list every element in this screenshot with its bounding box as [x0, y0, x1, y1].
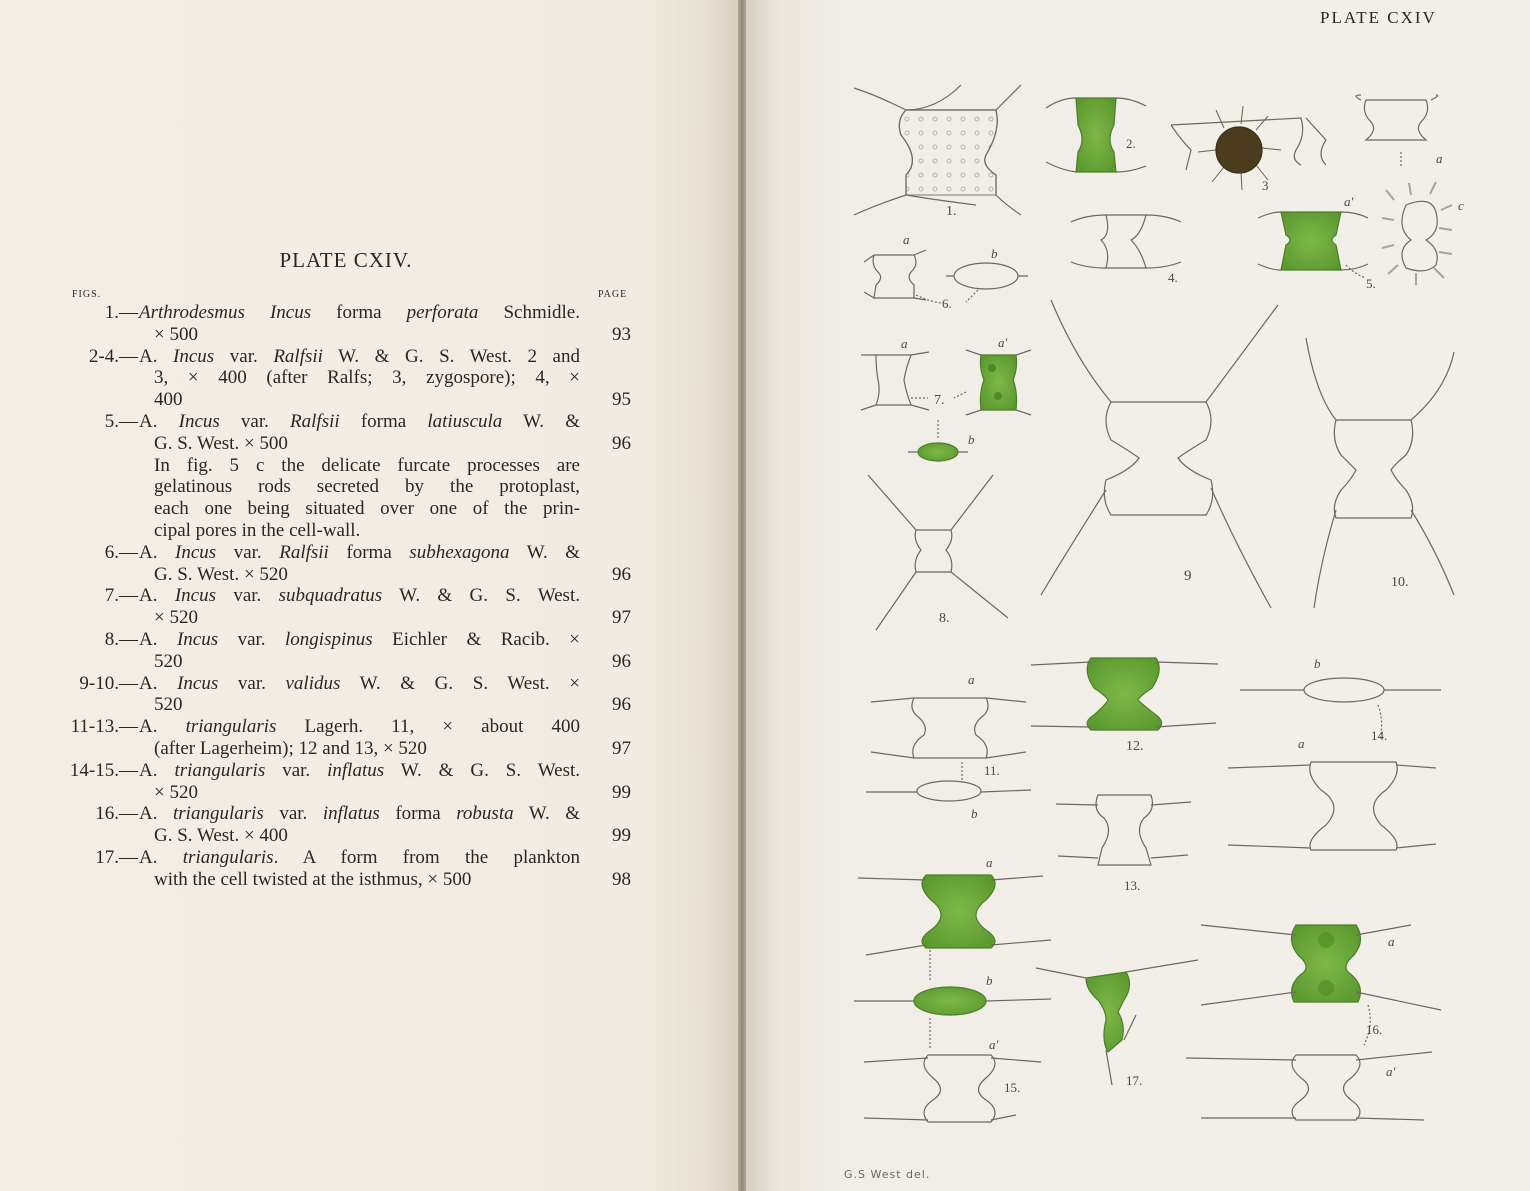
legend-text: × 520: [154, 607, 198, 629]
legend-line: [0, 411, 680, 433]
legend-line: [0, 716, 680, 738]
fig-15a-label: a: [986, 855, 993, 870]
fig-7-label: 7.: [934, 393, 945, 408]
legend-line: [0, 389, 680, 411]
figure-3: [1171, 106, 1326, 193]
legend-line: [0, 607, 680, 629]
fig-5a-label: a: [1436, 151, 1443, 166]
fig-9-label: 9: [1184, 568, 1192, 584]
fig-5a2-label: a': [1344, 194, 1354, 209]
fig-11-label: 11.: [984, 763, 1000, 778]
legend-line: [0, 847, 680, 869]
legend-line: [0, 455, 680, 477]
legend-figure-number: 8.—: [104, 629, 138, 650]
legend-line: [0, 476, 680, 498]
fig-14-label: 14.: [1371, 728, 1388, 743]
legend-text: 400: [154, 389, 183, 411]
legend-line: [0, 324, 680, 346]
fig-4-label: 4.: [1168, 270, 1178, 285]
legend-figure-number: 11-13.—: [70, 716, 138, 738]
legend-figure-number: 5.—: [104, 411, 138, 432]
legend-page-number: 96: [612, 563, 631, 585]
figure-12: [1031, 658, 1218, 754]
figure-7: [861, 335, 1031, 461]
illustrator-signature: G.S West del.: [844, 1168, 931, 1181]
legend-line: [0, 651, 680, 673]
fig-15-label: 15.: [1004, 1080, 1021, 1095]
figs-column-label: FIGS.: [72, 289, 102, 300]
fig-5c-label: c: [1458, 198, 1464, 213]
fig-16a2-label: a': [1386, 1064, 1396, 1079]
fig-11b-label: b: [971, 806, 978, 821]
legend-text: A. Incus var. Ralfsii forma latiuscula W. &: [139, 411, 580, 432]
legend-figure-number: 6.—: [104, 541, 138, 563]
fig-16a-label: a: [1388, 934, 1395, 949]
legend-line: [0, 629, 680, 651]
legend-text: G. S. West. × 520: [154, 563, 288, 585]
legend-text: with the cell twisted at the isthmus, × 500: [154, 868, 472, 890]
fig-15b-label: b: [986, 973, 993, 988]
plate-illustration: [746, 0, 1530, 1191]
legend-figure-number: 14-15.—: [69, 759, 138, 781]
fig-3-label: 3: [1262, 178, 1269, 193]
figure-11: [866, 672, 1031, 821]
page-column-label: PAGE: [598, 289, 628, 300]
fig-10-label: 10.: [1391, 575, 1409, 590]
figure-8: [868, 475, 1008, 630]
legend-page-number: 96: [612, 650, 631, 672]
fig-8-label: 8.: [939, 611, 950, 626]
legend-line: [0, 585, 680, 607]
fig-6a-label: a: [903, 232, 910, 247]
legend-text: 520: [154, 650, 183, 672]
right-page: [746, 0, 1530, 1191]
fig-12-label: 12.: [1126, 739, 1144, 754]
legend-page-number: 97: [612, 738, 631, 759]
legend-figure-number: 2-4.—: [88, 345, 138, 367]
legend-line: [0, 346, 680, 368]
legend-line: [0, 803, 680, 825]
legend-page-number: 93: [612, 323, 631, 345]
legend-figure-number: 1.—: [104, 302, 138, 323]
legend-line: [0, 542, 680, 564]
fig-5-label: 5.: [1366, 276, 1376, 291]
figure-13: [1056, 795, 1191, 893]
fig-14b-label: b: [1314, 656, 1321, 671]
legend-text: In fig. 5 c the delicate furcate processes are: [154, 454, 580, 476]
legend-text: cipal pores in the cell-wall.: [154, 520, 361, 541]
legend-line: [0, 694, 680, 716]
plate-title: PLATE CXIV: [1320, 8, 1437, 27]
legend-page-number: 96: [612, 432, 631, 454]
legend-line: [0, 782, 680, 804]
legend-text: G. S. West. × 400: [154, 825, 288, 847]
legend-text: A. triangularis var. inflatus W. & G. S. West.: [139, 759, 580, 781]
legend-page-number: 99: [612, 825, 631, 847]
legend-text: A. Incus var. Ralfsii forma subhexagona W. &: [139, 541, 581, 563]
legend-text: Arthrodesmus Incus forma perforata Schmidle.: [139, 302, 580, 323]
fig-7a-label: a: [901, 336, 908, 351]
legend-text: A. Incus var. validus W. & G. S. West. ×: [139, 672, 580, 694]
legend-line: [0, 760, 680, 782]
figure-17: [1036, 960, 1198, 1088]
legend-figure-number: 16.—: [95, 803, 138, 825]
legend-line: [0, 825, 680, 847]
legend-page-number: 99: [612, 781, 631, 803]
legend-text: 3, × 400 (after Ralfs; 3, zygospore); 4, ×: [154, 367, 580, 389]
legend-page-number: 98: [612, 868, 631, 890]
legend-line: [0, 869, 680, 891]
fig-17-label: 17.: [1126, 1073, 1143, 1088]
legend-text: A. triangularis var. inflatus forma robusta W. &: [139, 803, 581, 825]
legend-line: [0, 564, 680, 586]
fig-6-label: 6.: [942, 296, 952, 311]
fig-7b-label: b: [968, 432, 975, 447]
book-gutter: [738, 0, 746, 1191]
fig-2-label: 2.: [1126, 136, 1136, 151]
legend-text: A. Incus var. Ralfsii W. & G. S. West. 2 and: [139, 345, 580, 367]
left-page: [0, 0, 738, 1191]
legend-text: × 520: [154, 781, 198, 803]
fig-13-label: 13.: [1124, 878, 1141, 893]
fig-14a-label: a: [1298, 736, 1305, 751]
figure-2: [1046, 98, 1146, 172]
legend-text: A. triangularis Lagerh. 11, × about 400: [139, 716, 580, 738]
legend-line: [0, 673, 680, 695]
figure-15: [854, 855, 1051, 1122]
plate-heading: PLATE CXIV.: [279, 248, 413, 272]
fig-1-label: 1.: [946, 204, 957, 219]
legend-text: × 500: [154, 323, 198, 345]
fig-6b-label: b: [991, 246, 998, 261]
legend-page-number: 97: [612, 607, 631, 629]
figure-1: [854, 85, 1021, 219]
legend-figure-number: 7.—: [104, 585, 138, 607]
legend-line: [0, 367, 680, 389]
legend-figure-number: 17.—: [95, 847, 138, 868]
legend-line: [0, 302, 680, 324]
legend-line: [0, 520, 680, 542]
figure-9: [1041, 300, 1278, 608]
legend-text: G. S. West. × 500: [154, 432, 288, 454]
legend-line: [0, 433, 680, 455]
legend-figure-number: 9-10.—: [79, 672, 138, 694]
legend-line: [0, 738, 680, 760]
figure-6: [864, 232, 1028, 311]
legend-line: [0, 498, 680, 520]
legend-text: (after Lagerheim); 12 and 13, × 520: [154, 738, 427, 759]
legend-text: A. Incus var. subquadratus W. & G. S. West.: [139, 585, 580, 607]
legend-page-number: 95: [612, 389, 631, 411]
fig-15a2-label: a': [989, 1037, 999, 1052]
legend-text: A. triangularis. A form from the plankton: [139, 847, 580, 868]
figure-14: [1228, 656, 1441, 850]
fig-7a2-label: a': [998, 335, 1008, 350]
legend-text: gelatinous rods secreted by the protoplast,: [154, 476, 580, 498]
figure-4: [1071, 215, 1181, 285]
figure-10: [1306, 338, 1454, 608]
fig-11a-label: a: [968, 672, 975, 687]
legend-page-number: 96: [612, 694, 631, 716]
fig-16-label: 16.: [1366, 1022, 1383, 1037]
legend-text: A. Incus var. longispinus Eichler & Racib. ×: [139, 629, 580, 650]
legend-text: 520: [154, 694, 183, 716]
legend-text: each one being situated over one of the prin-: [154, 498, 580, 520]
figure-5: [1258, 95, 1464, 291]
figure-16: [1186, 925, 1441, 1120]
